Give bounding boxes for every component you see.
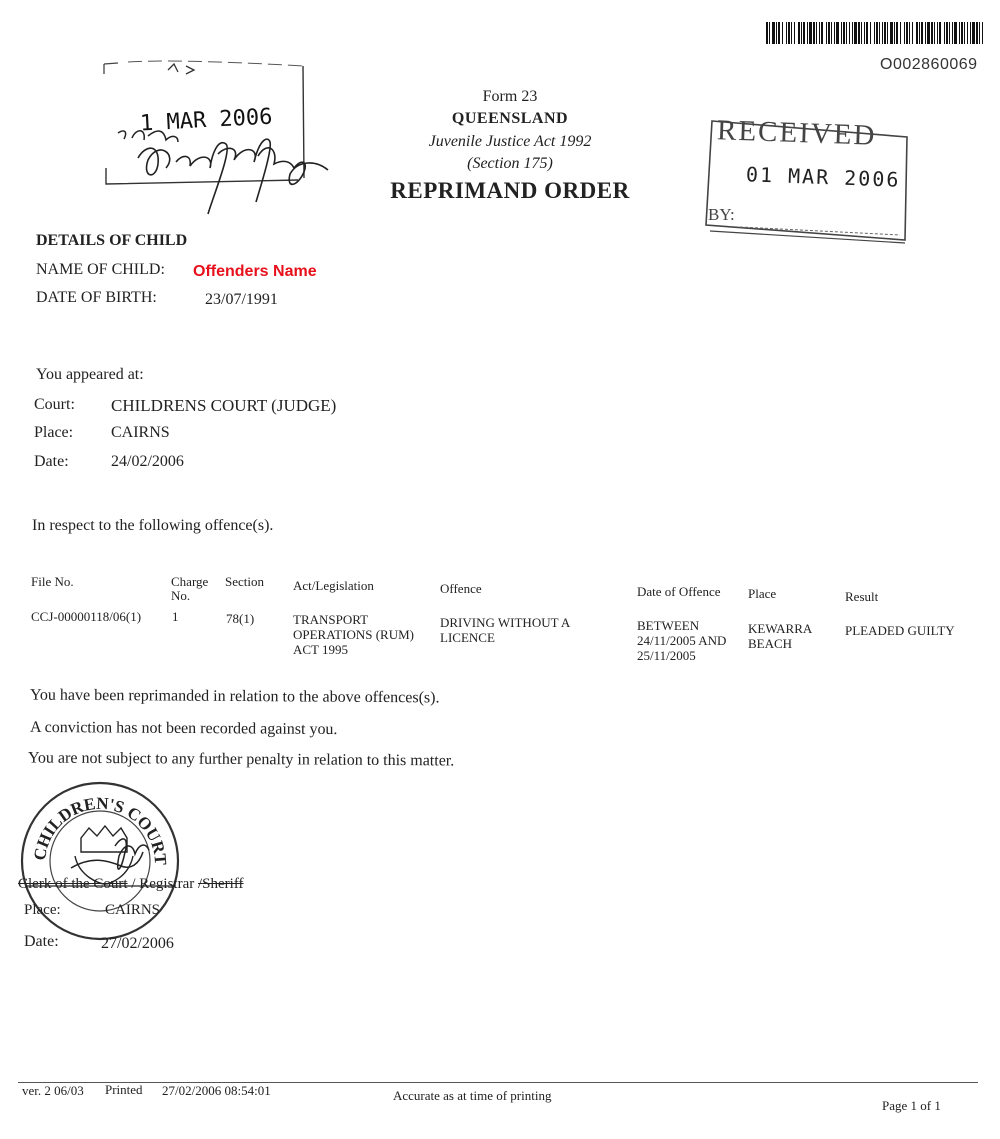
act-name: Juvenile Justice Act 1992 — [428, 133, 592, 150]
name-label: NAME OF CHILD: — [36, 261, 165, 278]
footer-accuracy-note: Accurate as at time of printing — [393, 1088, 552, 1103]
role-clerk: Clerk of the Court — [18, 876, 128, 892]
role-sheriff: Sheriff — [202, 876, 244, 892]
stamp-date: 1 MAR 2006 — [139, 104, 274, 137]
received-date: 01 MAR 2006 — [745, 162, 901, 192]
received-by-label: BY: — [708, 205, 735, 224]
cell-file-no: CCJ-00000118/06(1) — [31, 609, 142, 624]
dob-value: 23/07/1991 — [205, 291, 278, 308]
header-charge-no: Charge No. — [171, 574, 209, 603]
dob-label: DATE OF BIRTH: — [36, 289, 157, 306]
details-heading: DETAILS OF CHILD — [36, 232, 188, 249]
header-offence: Offence — [440, 581, 482, 596]
cell-result: PLEADED GUILTY — [845, 623, 955, 638]
role-separator-struck: / — [197, 876, 203, 892]
court-value: CHILDRENS COURT (JUDGE) — [111, 396, 337, 415]
form-number: Form 23 — [482, 88, 538, 105]
place-label: Place: — [34, 424, 74, 441]
offences-intro: In respect to the following offence(s). — [32, 517, 274, 534]
signer-place-label: Place: — [24, 902, 61, 918]
name-value: Offenders Name — [193, 263, 317, 280]
cell-section: 78(1) — [226, 611, 255, 626]
received-word: RECEIVED — [716, 114, 877, 152]
header-date: Date of Offence — [637, 584, 721, 599]
cell-charge-no: 1 — [172, 609, 179, 624]
header-result: Result — [845, 589, 879, 604]
seal-text: CHILDREN'S COURT — [29, 793, 171, 866]
document-number: O002860069 — [880, 56, 978, 73]
cell-place: KEWARRA BEACH — [748, 621, 812, 651]
header-place: Place — [748, 586, 777, 601]
outcome-conviction: A conviction has not been recorded against you. — [29, 718, 338, 739]
cell-offence: DRIVING WITHOUT A LICENCE — [440, 615, 570, 645]
handwritten-stamp-image — [98, 58, 338, 228]
footer-printed-label: Printed — [105, 1082, 143, 1097]
court-seal-image — [15, 776, 185, 946]
role-separator: / — [131, 876, 136, 892]
cell-date: BETWEEN 24/11/2005 AND 25/11/2005 — [637, 618, 727, 663]
date-label: Date: — [34, 453, 69, 470]
court-label: Court: — [34, 396, 75, 413]
state-heading: QUEENSLAND — [451, 110, 569, 127]
footer-printed-value: 27/02/2006 08:54:01 — [162, 1083, 271, 1098]
footer-version: ver. 2 06/03 — [22, 1083, 84, 1098]
outcome-reprimand: You have been reprimanded in relation to the above offences(s). — [29, 686, 440, 707]
header-file-no: File No. — [31, 574, 74, 589]
place-value: CAIRNS — [111, 424, 170, 441]
outcome-penalty: You are not subject to any further penalty in relation to this matter. — [27, 749, 455, 770]
footer-page-number: Page 1 of 1 — [882, 1098, 941, 1113]
signer-date-value: 27/02/2006 — [101, 935, 174, 952]
barcode-image — [766, 22, 984, 44]
document-title: REPRIMAND ORDER — [390, 178, 630, 203]
act-section: (Section 175) — [467, 155, 553, 172]
signing-role — [18, 876, 244, 893]
signer-date-label: Date: — [24, 933, 59, 950]
header-act: Act/Legislation — [293, 578, 374, 593]
cell-act: TRANSPORT OPERATIONS (RUM) ACT 1995 — [293, 612, 414, 657]
signer-place-value: CAIRNS — [105, 902, 161, 918]
role-registrar: Registrar — [139, 876, 195, 892]
header-section: Section — [225, 574, 264, 589]
appeared-intro: You appeared at: — [36, 366, 144, 383]
date-value: 24/02/2006 — [111, 453, 184, 470]
